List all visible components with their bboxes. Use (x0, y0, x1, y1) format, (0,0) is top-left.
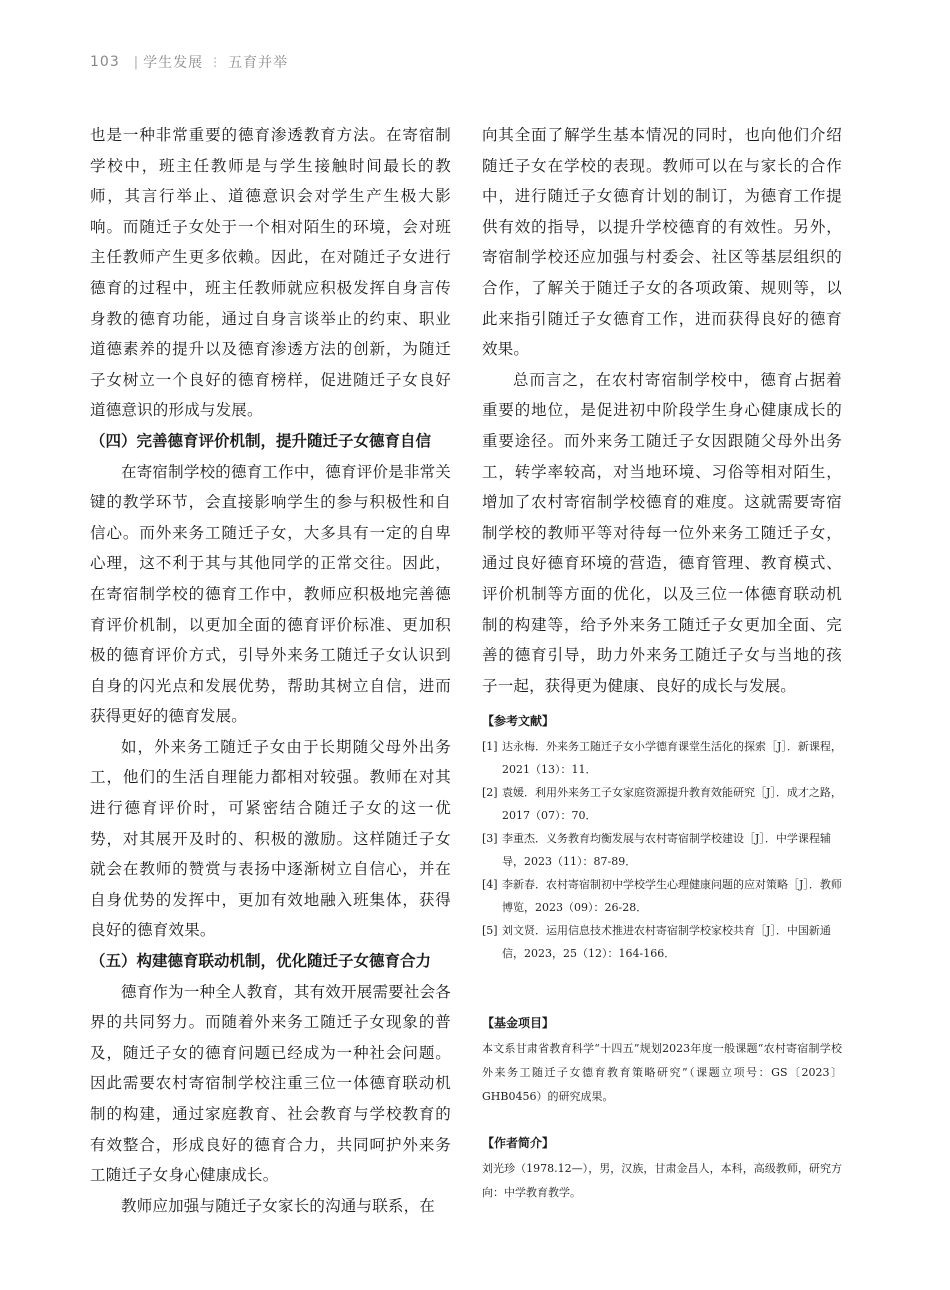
reference-item: [2] 袁媛．利用外来务工子女家庭资源提升教育效能研究［J］．成才之路，2017（07）：70． (482, 786, 842, 822)
header-divider: ⋮ (209, 55, 223, 69)
fund-title: 【基金项目】 (482, 1016, 555, 1030)
running-header (90, 52, 288, 72)
paragraph: 德育作为一种全人教育，其有效开展需要社会各界的共同努力。而随着外来务工随迁子女现象的普及，随迁子女的德育问题已经成为一种社会问题。因此需要农村寄宿制学校注重三位一体德育联动机制的构建，通过家庭教育、社会教育与学校教育的有效整合，形成良好的德育合力，共同呵护外来务工随迁子女身心健康成长。 (90, 982, 451, 1185)
author-title: 【作者简介】 (482, 1136, 555, 1150)
reference-item: [4] 李新春．农村寄宿制初中学校学生心理健康问题的应对策略［J］．教师博览，2023（09）：26-28． (482, 878, 842, 914)
paragraph: 也是一种非常重要的德育渗透教育方法。在寄宿制学校中，班主任教师是与学生接触时间最长的教师，其言行举止、道德意识会对学生产生极大影响。而随迁子女处于一个相对陌生的环境，会对班主任教师产生更多依赖。因此，在对随迁子女进行德育的过程中，班主任教师就应积极发挥自身言传身教的德育功能，通过自身言谈举止的约束、职业道德素养的提升以及德育渗透方法的创新，为随迁子女树立一个良好的德育榜样，促进随迁子女良好道德意识的形成与发展。 (90, 126, 451, 420)
paragraph: 总而言之，在农村寄宿制学校中，德育占据着重要的地位，是促进初中阶段学生身心健康成长的重要途径。而外来务工随迁子女因跟随父母外出务工，转学率较高，对当地环境、习俗等相对陌生，增加了农村寄宿制学校德育的难度。这就需要寄宿制学校的教师平等对待每一位外来务工随迁子女，通过良好德育环境的营造，德育管理、教育模式、评价机制等方面的优化，以及三位一体德育联动机制的构建等，给予外来务工随迁子女更加全面、完善的德育引导，助力外来务工随迁子女与当地的孩子一起，获得更为健康、良好的成长与发展。 (482, 370, 842, 695)
right-column (482, 120, 842, 701)
reference-item: [3] 李重杰．义务教育均衡发展与农村寄宿制学校建设［J］．中学课程辅导，2023（11）：87-89． (482, 832, 831, 868)
left-column (90, 120, 451, 1221)
section-heading-5: （五）构建德育联动机制，优化随迁子女德育合力 (90, 952, 432, 971)
reference-item: [1] 达永梅．外来务工随迁子女小学德育课堂生活化的探索［J］．新课程，2021（13）：11． (482, 740, 842, 776)
paragraph: 在寄宿制学校的德育工作中，德育评价是非常关键的教学环节，会直接影响学生的参与积极性和自信心。而外来务工随迁子女，大多具有一定的自卑心理，这不利于其与其他同学的正常交往。因此，在寄宿制学校的德育工作中，教师应积极地完善德育评价机制，以更加全面的德育评价标准、更加积极的德育评价方式，引导外来务工随迁子女认识到自身的闪光点和发展优势，帮助其树立自信，进而获得更好的德育发展。 (90, 462, 451, 726)
paragraph: 教师应加强与随迁子女家长的沟通与联系，在 (121, 1196, 436, 1215)
references-section (482, 712, 842, 965)
references-title: 【参考文献】 (482, 714, 555, 728)
paragraph: 向其全面了解学生基本情况的同时，也向他们介绍随迁子女在学校的表现。教师可以在与家长的合作中，进行随迁子女德育计划的制订，为德育工作提供有效的指导，以提升学校德育的有效性。另外，寄宿制学校还应加强与村委会、社区等基层组织的合作，了解关于随迁子女的各项政策、规则等，以此来指引随迁子女德育工作，进而获得良好的德育效果。 (482, 126, 842, 359)
fund-text: 本文系甘肃省教育科学“十四五”规划2023年度一般课题“农村寄宿制学校外来务工随迁子女德育教育策略研究”（课题立项号：GS〔2023〕GHB0456）的研究成果。 (482, 1042, 842, 1103)
header-subsection: 五育并举 (228, 55, 289, 71)
author-text: 刘光珍（1978.12—），男，汉族，甘肃金昌人，本科，高级教师，研究方向：中学教育教学。 (482, 1162, 842, 1199)
page-number: 103 (90, 54, 120, 70)
author-section (482, 1134, 842, 1205)
header-section: 学生发展 (143, 55, 204, 71)
reference-item: [5] 刘文贤．运用信息技术推进农村寄宿制学校家校共育［J］．中国新通信，2023，25（12）：164-166． (482, 924, 831, 960)
paragraph: 如，外来务工随迁子女由于长期随父母外出务工，他们的生活自理能力都相对较强。教师在对其进行德育评价时，可紧密结合随迁子女的这一优势，对其展开及时的、积极的激励。这样随迁子女就会在教师的赞赏与表扬中逐渐树立自信心，并在自身优势的发挥中，更加有效地融入班集体，获得良好的德育效果。 (90, 737, 451, 940)
header-separator: | (133, 54, 140, 70)
fund-section (482, 1014, 842, 1109)
section-heading-4: （四）完善德育评价机制，提升随迁子女德育自信 (90, 431, 432, 450)
